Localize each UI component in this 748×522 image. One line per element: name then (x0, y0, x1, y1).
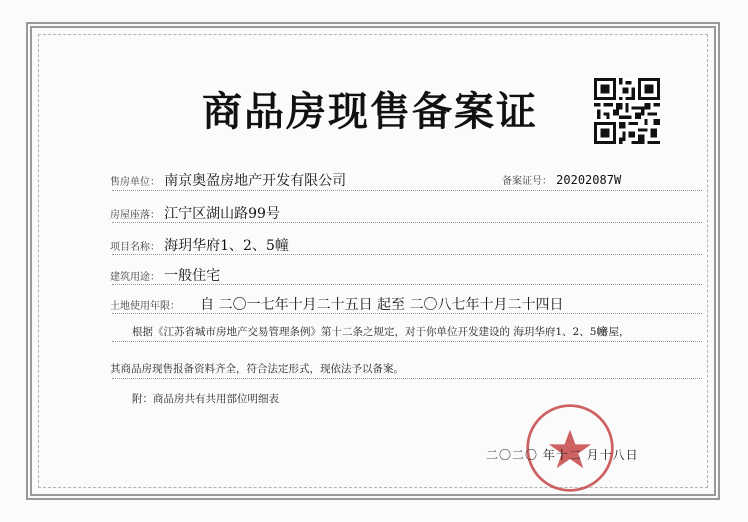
usage-label: 建筑用途： (110, 272, 160, 283)
project-row (110, 235, 289, 255)
location-label: 房屋座落： (110, 210, 160, 221)
body-paragraph-line-1-end: 房屋， (598, 326, 630, 338)
issue-date: 二〇二〇 年十二 月十八日 (486, 448, 639, 462)
record-number-value: 20202087W (556, 173, 622, 187)
land-term-value: 自 二〇一七年十月二十五日 起至 二〇八七年十月二十四日 (200, 297, 564, 313)
qr-code-icon (594, 78, 660, 144)
divider-line (112, 222, 702, 223)
attachment-note: 附：商品房共有共用部位明细表 (132, 393, 279, 405)
divider-line (112, 378, 702, 379)
record-number-row (502, 172, 621, 188)
project-value: 海玥华府1、2、5幢 (164, 238, 289, 254)
divider-line (112, 190, 702, 191)
usage-row (110, 265, 220, 285)
usage-value: 一般住宅 (164, 268, 221, 284)
project-label: 项目名称： (110, 242, 160, 253)
divider-line (112, 254, 702, 255)
divider-line (112, 313, 702, 314)
land-term-label: 土地使用年限： (110, 301, 180, 312)
location-value: 江宁区湖山路99号 (164, 206, 280, 222)
location-row (110, 203, 280, 223)
seller-row (110, 170, 346, 190)
body-paragraph-line-2: 其商品房现售报备资料齐全，符合法定形式，现依法予以备案。 (110, 363, 404, 375)
certificate-title: 商品房现售备案证 (202, 89, 538, 135)
land-term-row (110, 294, 564, 314)
record-number-label: 备案证号： (502, 176, 552, 187)
divider-line (112, 341, 702, 342)
seller-label: 售房单位： (110, 177, 160, 188)
body-paragraph-line-1: 根据《江苏省城市房地产交易管理条例》第十二条之规定，对于你单位开发建设的 海玥华府1、2、5幢 (132, 326, 607, 338)
divider-line (112, 284, 702, 285)
seller-value: 南京奥盈房地产开发有限公司 (164, 173, 347, 189)
